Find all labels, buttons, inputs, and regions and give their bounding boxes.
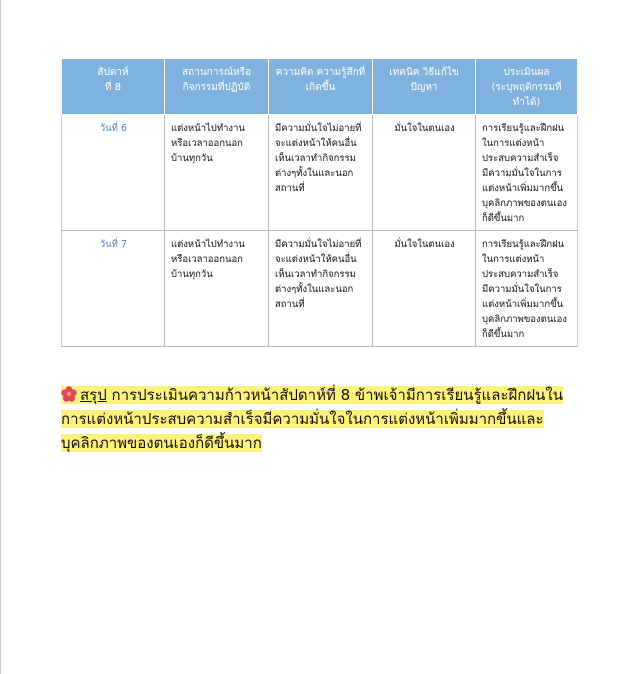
summary-line-3: บุคลิกภาพของตนเองก็ดีขึ้นมาก bbox=[61, 434, 262, 452]
technique-cell: มั่นใจในตนเอง bbox=[373, 231, 476, 347]
summary-label: สรุป bbox=[80, 386, 107, 404]
feeling-cell: มีความมั่นใจไม่อายที่ จะแต่งหน้าให้คนอื่น เห็นเวลาทำกิจกรรม ต่างๆทั้งในและนอก สถานที่ bbox=[269, 115, 373, 231]
table-row bbox=[62, 115, 578, 231]
table-header-row bbox=[62, 59, 578, 115]
situation-cell: แต่งหน้าไปทำงาน หรือเวลาออกนอก บ้านทุกวัน bbox=[165, 231, 269, 347]
summary-paragraph bbox=[61, 383, 581, 455]
header-evaluation: ประเมินผล (ระบุพฤติกรรมที่ ทำได้) bbox=[476, 59, 578, 115]
page-edge-line bbox=[0, 0, 1, 674]
day-cell: วันที่ 7 bbox=[62, 231, 165, 347]
summary-line-2: การแต่งหน้าประสบความสำเร็จมีความมั่นใจในการแต่งหน้าเพิ่มมากขึ้นและ bbox=[61, 410, 544, 428]
day-cell: วันที่ 6 bbox=[62, 115, 165, 231]
summary-text-1: การประเมินความก้าวหน้าสัปดาห์ที่ 8 ข้าพเจ้ามีการเรียนรู้และฝึกฝนใน bbox=[106, 386, 563, 404]
header-technique: เทคนิค วิธีแก้ไข ปัญหา bbox=[373, 59, 476, 115]
feeling-cell: มีความมั่นใจไม่อายที่ จะแต่งหน้าให้คนอื่น เห็นเวลาทำกิจกรรม ต่างๆทั้งในและนอก สถานที่ bbox=[269, 231, 373, 347]
evaluation-cell: การเรียนรู้และฝึกฝน ในการแต่งหน้า ประสบความสำเร็จ มีความมั่นใจในการ แต่งหน้าเพิ่มมากขึ้น บุคลิกภาพของตนเอง ก็ดีขึ้นมาก bbox=[476, 115, 578, 231]
header-feeling: ความคิด ความรู้สึกที่ เกิดขึ้น bbox=[269, 59, 373, 115]
header-situation: สถานการณ์หรือ กิจกรรมที่ปฏิบัติ bbox=[165, 59, 269, 115]
header-week: สัปดาห์ ที่ 8 bbox=[62, 59, 165, 115]
table-row bbox=[62, 231, 578, 347]
weekly-log-table bbox=[61, 58, 578, 347]
technique-cell: มั่นใจในตนเอง bbox=[373, 115, 476, 231]
situation-cell: แต่งหน้าไปทำงาน หรือเวลาออกนอก บ้านทุกวัน bbox=[165, 115, 269, 231]
summary-line-1 bbox=[61, 386, 563, 404]
hibiscus-flower-icon bbox=[61, 386, 77, 402]
evaluation-cell: การเรียนรู้และฝึกฝน ในการแต่งหน้า ประสบความสำเร็จ มีความมั่นใจในการ แต่งหน้าเพิ่มมากขึ้น บุคลิกภาพของตนเอง ก็ดีขึ้นมาก bbox=[476, 231, 578, 347]
